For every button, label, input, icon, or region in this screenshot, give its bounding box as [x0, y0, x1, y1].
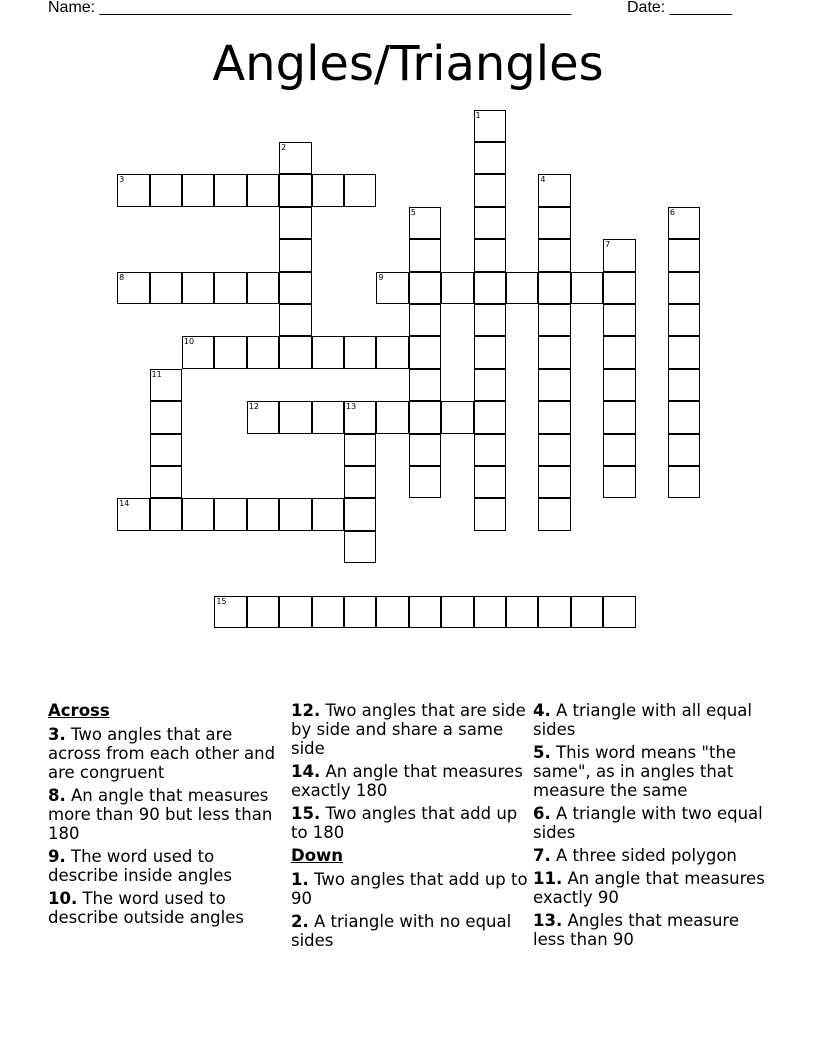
crossword-cell[interactable]: [312, 498, 344, 530]
clue-item-number: 3.: [48, 725, 66, 744]
crossword-cell[interactable]: [279, 336, 311, 368]
crossword-cell[interactable]: [214, 498, 246, 530]
crossword-cell[interactable]: [603, 336, 635, 368]
crossword-cell[interactable]: [279, 596, 311, 628]
crossword-cell[interactable]: [344, 466, 376, 498]
crossword-cell[interactable]: [538, 336, 570, 368]
crossword-cell[interactable]: [603, 401, 635, 433]
clue-item-text: Two angles that are side by side and share a same side: [291, 701, 526, 758]
clue-number: 6: [669, 207, 675, 217]
clue-item: [533, 911, 773, 949]
crossword-cell[interactable]: [247, 174, 279, 206]
crossword-cell[interactable]: [603, 596, 635, 628]
crossword-cell[interactable]: [538, 401, 570, 433]
crossword-cell[interactable]: [474, 596, 506, 628]
crossword-cell[interactable]: [279, 498, 311, 530]
clue-item: [291, 701, 531, 758]
crossword-cell[interactable]: [474, 110, 506, 142]
clue-item-text: A three sided polygon: [550, 846, 737, 865]
crossword-cell[interactable]: [344, 498, 376, 530]
date-field-label: Date: _______: [627, 0, 732, 16]
crossword-cell[interactable]: [344, 531, 376, 563]
clue-item: [533, 846, 773, 865]
crossword-cell[interactable]: [376, 336, 408, 368]
crossword-cell[interactable]: [214, 272, 246, 304]
clue-item-number: 13.: [533, 911, 563, 930]
crossword-cell[interactable]: [474, 466, 506, 498]
clue-item-text: The word used to describe inside angles: [48, 847, 232, 885]
crossword-cell[interactable]: [150, 434, 182, 466]
clue-number: 15: [216, 596, 227, 606]
crossword-cell[interactable]: [538, 596, 570, 628]
clue-item: [291, 804, 531, 842]
crossword-cell[interactable]: [214, 596, 246, 628]
clue-item-number: 2.: [291, 912, 309, 931]
crossword-cell[interactable]: [474, 304, 506, 336]
crossword-cell[interactable]: [474, 369, 506, 401]
crossword-cell[interactable]: [344, 596, 376, 628]
clue-item-text: A triangle with no equal sides: [291, 912, 512, 950]
clue-number: 12: [248, 402, 259, 412]
crossword-cell[interactable]: [668, 369, 700, 401]
clue-item-text: The word used to describe outside angles: [48, 889, 244, 927]
crossword-cell[interactable]: [409, 336, 441, 368]
clue-item: [533, 804, 773, 842]
crossword-cell[interactable]: [376, 272, 408, 304]
clue-item-number: 15.: [291, 804, 321, 823]
crossword-cell[interactable]: [441, 401, 473, 433]
crossword-cell[interactable]: [538, 369, 570, 401]
clue-column-2: [291, 701, 531, 954]
crossword-cell[interactable]: [117, 498, 149, 530]
crossword-cell[interactable]: [312, 336, 344, 368]
clue-section-heading: Down: [291, 846, 344, 865]
clue-item: [48, 847, 288, 885]
clue-item: [291, 762, 531, 800]
clue-number: 7: [605, 240, 611, 250]
clue-item-number: 7.: [533, 846, 551, 865]
crossword-cell[interactable]: [603, 239, 635, 271]
clue-item: [533, 869, 773, 907]
crossword-cell[interactable]: [279, 174, 311, 206]
crossword-cell[interactable]: [247, 401, 279, 433]
clue-number: 10: [183, 337, 195, 347]
clue-number: 5: [410, 207, 416, 217]
clue-item: [48, 725, 288, 782]
clue-number: 2: [281, 142, 287, 152]
crossword-cell[interactable]: [312, 401, 344, 433]
crossword-cell[interactable]: [474, 142, 506, 174]
crossword-cell[interactable]: [279, 142, 311, 174]
clue-item-text: An angle that measures exactly 180: [291, 762, 523, 800]
clue-item-number: 5.: [533, 743, 551, 762]
crossword-cell[interactable]: [441, 596, 473, 628]
crossword-cell[interactable]: [474, 272, 506, 304]
crossword-cell[interactable]: [474, 434, 506, 466]
clue-item: [291, 912, 531, 950]
crossword-cell[interactable]: [247, 336, 279, 368]
crossword-cell[interactable]: [150, 174, 182, 206]
crossword-cell[interactable]: [668, 336, 700, 368]
crossword-cell[interactable]: [117, 272, 149, 304]
crossword-cell[interactable]: [538, 304, 570, 336]
crossword-cell[interactable]: [603, 369, 635, 401]
clue-item-number: 9.: [48, 847, 66, 866]
clue-item: [48, 786, 288, 843]
clue-item-text: Two angles that add up to 180: [291, 804, 518, 842]
crossword-cell[interactable]: [409, 304, 441, 336]
crossword-cell[interactable]: [474, 401, 506, 433]
crossword-cell[interactable]: [506, 272, 538, 304]
clue-number: 14: [119, 499, 130, 509]
crossword-cell[interactable]: [409, 434, 441, 466]
clue-item-text: An angle that measures more than 90 but less than 180: [48, 786, 273, 843]
crossword-cell[interactable]: [409, 401, 441, 433]
page-title: Angles/Triangles: [212, 36, 604, 92]
clue-item-text: An angle that measures exactly 90: [533, 869, 765, 907]
clue-item-number: 8.: [48, 786, 66, 805]
crossword-cell[interactable]: [150, 401, 182, 433]
crossword-cell[interactable]: [538, 498, 570, 530]
crossword-cell[interactable]: [603, 466, 635, 498]
clue-item-text: A triangle with all equal sides: [533, 701, 752, 739]
crossword-cell[interactable]: [668, 272, 700, 304]
clue-item-number: 10.: [48, 889, 78, 908]
crossword-cell[interactable]: [668, 207, 700, 239]
clue-item-text: Angles that measure less than 90: [533, 911, 739, 949]
crossword-cell[interactable]: [571, 596, 603, 628]
crossword-cell[interactable]: [279, 207, 311, 239]
crossword-cell[interactable]: [344, 434, 376, 466]
crossword-cell[interactable]: [150, 498, 182, 530]
crossword-cell[interactable]: [409, 239, 441, 271]
crossword-cell[interactable]: [409, 272, 441, 304]
clue-item-number: 4.: [533, 701, 551, 720]
crossword-cell[interactable]: [344, 401, 376, 433]
crossword-cell[interactable]: [117, 174, 149, 206]
clue-number: 9: [378, 272, 384, 282]
crossword-cell[interactable]: [409, 207, 441, 239]
clue-item-number: 14.: [291, 762, 321, 781]
crossword-cell[interactable]: [538, 434, 570, 466]
crossword-cell[interactable]: [409, 369, 441, 401]
clue-item-number: 6.: [533, 804, 551, 823]
crossword-cell[interactable]: [182, 272, 214, 304]
clue-number: 13: [345, 402, 357, 412]
clue-number: 11: [151, 369, 162, 379]
crossword-cell[interactable]: [409, 596, 441, 628]
crossword-cell[interactable]: [538, 239, 570, 271]
clue-item: [291, 870, 531, 908]
crossword-cell[interactable]: [376, 401, 408, 433]
crossword-cell[interactable]: [214, 174, 246, 206]
crossword-cell[interactable]: [668, 239, 700, 271]
crossword-cell[interactable]: [474, 207, 506, 239]
crossword-cell[interactable]: [312, 596, 344, 628]
name-field-label: Name: _____________________________________________________: [48, 0, 572, 16]
crossword-cell[interactable]: [668, 401, 700, 433]
clue-number: 1: [475, 110, 481, 120]
crossword-cell[interactable]: [279, 239, 311, 271]
crossword-cell[interactable]: [214, 336, 246, 368]
crossword-cell[interactable]: [150, 369, 182, 401]
crossword-cell[interactable]: [376, 596, 408, 628]
clue-number: 4: [540, 175, 546, 185]
crossword-cell[interactable]: [603, 434, 635, 466]
crossword-cell[interactable]: [182, 174, 214, 206]
crossword-cell[interactable]: [603, 304, 635, 336]
crossword-cell[interactable]: [474, 498, 506, 530]
crossword-cell[interactable]: [279, 401, 311, 433]
clue-item-number: 11.: [533, 869, 563, 888]
crossword-cell[interactable]: [603, 272, 635, 304]
crossword-cell[interactable]: [668, 466, 700, 498]
clue-item-text: Two angles that are across from each other and are congruent: [48, 725, 276, 782]
crossword-cell[interactable]: [409, 466, 441, 498]
clue-item: [533, 743, 773, 800]
crossword-cell[interactable]: [538, 466, 570, 498]
crossword-cell[interactable]: [247, 498, 279, 530]
crossword-cell[interactable]: [247, 596, 279, 628]
crossword-cell[interactable]: [474, 336, 506, 368]
crossword-cell[interactable]: [538, 207, 570, 239]
crossword-cell[interactable]: [182, 336, 214, 368]
crossword-cell[interactable]: [571, 272, 603, 304]
crossword-cell[interactable]: [474, 239, 506, 271]
crossword-cell[interactable]: [668, 434, 700, 466]
clue-item-number: 12.: [291, 701, 321, 720]
clue-item: [48, 889, 288, 927]
clue-number: 8: [119, 272, 125, 282]
crossword-cell[interactable]: [344, 336, 376, 368]
clue-number: 3: [119, 175, 125, 185]
clue-item-text: A triangle with two equal sides: [533, 804, 763, 842]
crossword-cell[interactable]: [474, 174, 506, 206]
clue-item: [533, 701, 773, 739]
crossword-cell[interactable]: [150, 466, 182, 498]
crossword-cell[interactable]: [247, 272, 279, 304]
clue-column-1: [48, 701, 288, 931]
clue-column-3: [533, 701, 773, 953]
crossword-cell[interactable]: [538, 174, 570, 206]
crossword-cell[interactable]: [279, 304, 311, 336]
clue-item-number: 1.: [291, 870, 309, 889]
crossword-cell[interactable]: [506, 596, 538, 628]
crossword-cell[interactable]: [538, 272, 570, 304]
crossword-cell[interactable]: [150, 272, 182, 304]
crossword-cell[interactable]: [668, 304, 700, 336]
clue-item-text: Two angles that add up to 90: [291, 870, 528, 908]
crossword-cell[interactable]: [279, 272, 311, 304]
clue-section-heading: Across: [48, 701, 110, 720]
crossword-cell[interactable]: [312, 174, 344, 206]
clue-item-text: This word means "the same", as in angles that measure the same: [533, 743, 737, 800]
crossword-cell[interactable]: [441, 272, 473, 304]
crossword-cell[interactable]: [344, 174, 376, 206]
crossword-cell[interactable]: [182, 498, 214, 530]
